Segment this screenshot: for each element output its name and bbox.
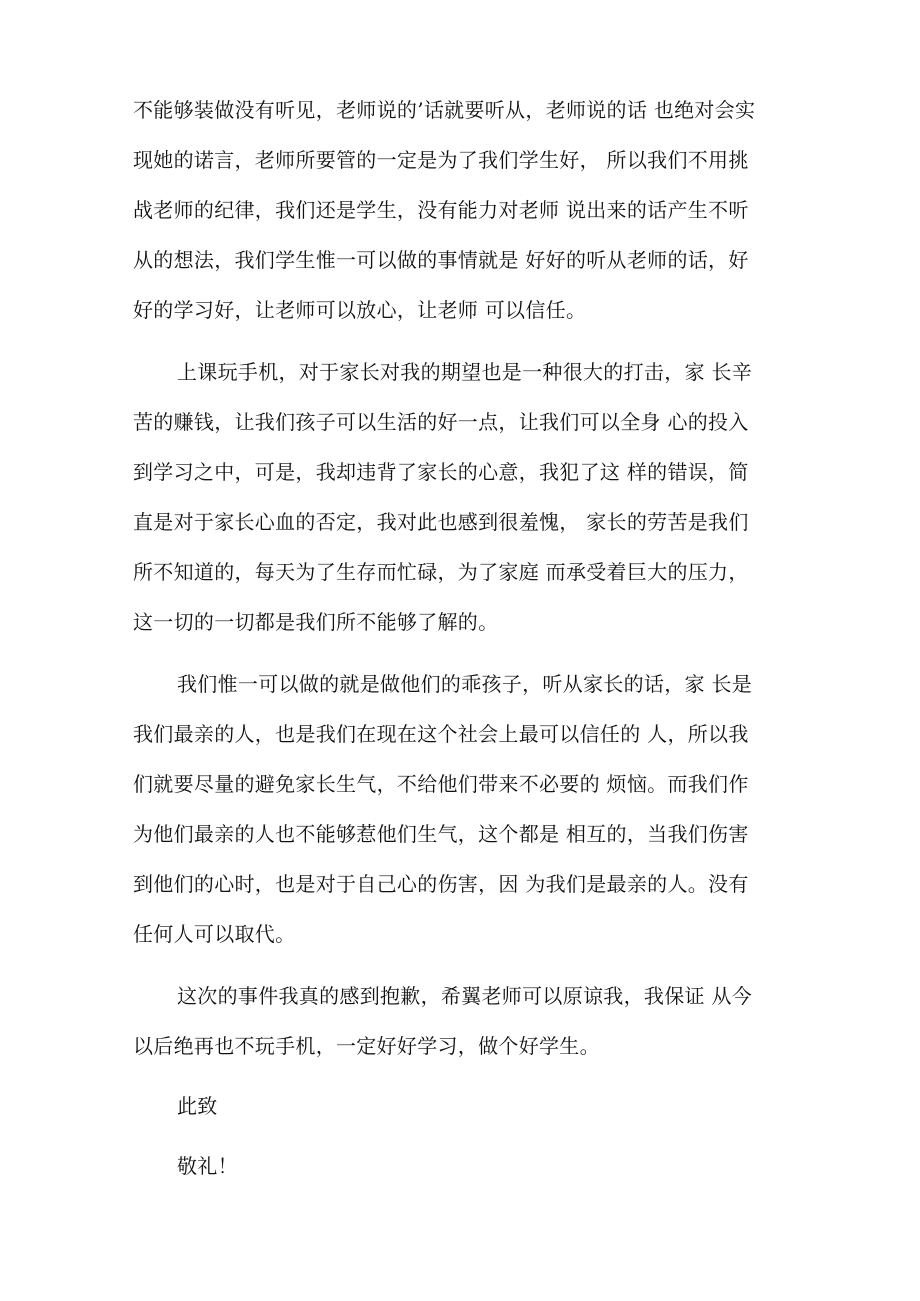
paragraph-3-line-6: 任何人可以取代。 — [133, 922, 296, 946]
paragraph-2-line-4: 直是对于家长心血的否定，我对此也感到很羞愧， 家长的劳苦是我们 — [133, 510, 749, 534]
paragraph-2-line-2: 苦的赚钱，让我们孩子可以生活的好一点，让我们可以全身 心的投入 — [133, 410, 749, 434]
paragraph-2-line-3: 到学习之中，可是，我却违背了家长的心意，我犯了这 样的错误，简 — [133, 460, 749, 484]
paragraph-4-line-1: 这次的事件我真的感到抱歉，希翼老师可以原谅我，我保证 从今 — [177, 984, 753, 1008]
paragraph-1-line-1: 不能够装做没有听见，老师说的’话就要听从，老师说的话 也绝对会实 — [133, 98, 756, 122]
paragraph-3-line-2: 我们最亲的人，也是我们在现在这个社会上最可以信任的 人，所以我 — [133, 722, 749, 746]
paragraph-1-line-3: 战老师的纪律，我们还是学生，没有能力对老师 说出来的话产生不听 — [133, 198, 749, 222]
paragraph-2-line-1: 上课玩手机，对于家长对我的期望也是一种很大的打击，家 长辛 — [177, 360, 753, 384]
paragraph-3-line-3: 们就要尽量的避免家长生气，不给他们带来不必要的 烦恼。而我们作 — [133, 772, 749, 796]
paragraph-4-line-2: 以后绝再也不玩手机，一定好好学习，做个好学生。 — [133, 1034, 600, 1058]
paragraph-3-line-5: 到他们的心时，也是对于自己心的伤害，因 为我们是最亲的人。没有 — [133, 872, 749, 896]
paragraph-1-line-4: 从的想法，我们学生惟一可以做的事情就是 好好的听从老师的话，好 — [133, 248, 749, 272]
closing-regards: 敬礼！ — [177, 1154, 238, 1178]
closing-salutation: 此致 — [177, 1094, 218, 1118]
paragraph-1-line-5: 好的学习好，让老师可以放心，让老师 可以信任。 — [133, 298, 587, 322]
paragraph-1-line-2: 现她的诺言，老师所要管的一定是为了我们学生好， 所以我们不用挑 — [133, 148, 749, 172]
paragraph-2-line-6: 这一切的一切都是我们所不能够了解的。 — [133, 610, 499, 634]
paragraph-2-line-5: 所不知道的，每天为了生存而忙碌，为了家庭 而承受着巨大的压力， — [133, 560, 749, 584]
paragraph-3-line-4: 为他们最亲的人也不能够惹他们生气，这个都是 相互的，当我们伤害 — [133, 822, 749, 846]
paragraph-3-line-1: 我们惟一可以做的就是做他们的乖孩子，听从家长的话，家 长是 — [177, 672, 753, 696]
